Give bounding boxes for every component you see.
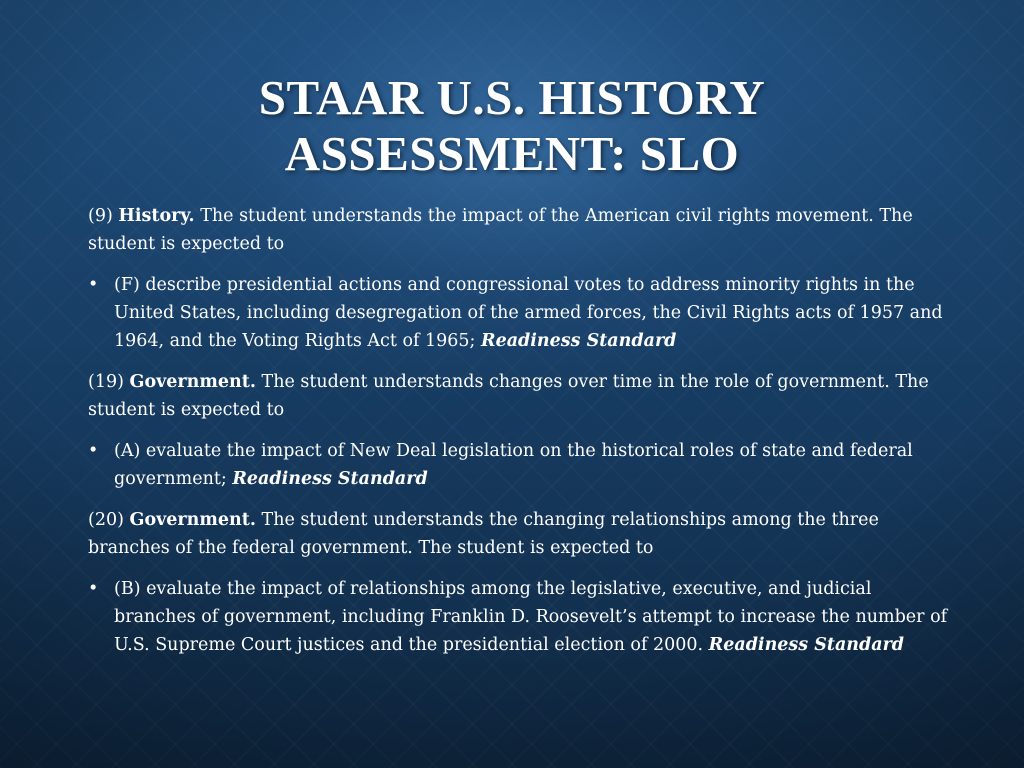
section-19-number: (19) bbox=[88, 372, 124, 392]
section-9-bullet bbox=[88, 271, 948, 355]
section-19-intro bbox=[88, 368, 948, 424]
bullet-marker: • bbox=[88, 441, 99, 461]
section-19-bullet-text: (A) evaluate the impact of New Deal legislation on the historical roles of state and federal government; bbox=[114, 441, 913, 489]
section-9-intro bbox=[88, 202, 948, 258]
section-9-bullet-text: (F) describe presidential actions and congressional votes to address minority rights in the United States, including desegregation of the armed forces, the Civil Rights acts of 1957 and 1964, and the Voting Rights Act of 1965; bbox=[114, 275, 943, 351]
section-9-text: The student understands the impact of the American civil rights movement. The student is expected to bbox=[88, 206, 913, 254]
section-19-heading: Government. bbox=[129, 372, 256, 392]
section-9-number: (9) bbox=[88, 206, 113, 226]
section-19-text: The student understands changes over time in the role of government. The student is expected to bbox=[88, 372, 929, 420]
bullet-marker: • bbox=[88, 579, 99, 599]
section-19-bullet bbox=[88, 437, 948, 493]
section-20-bullet bbox=[88, 575, 948, 659]
section-20-intro bbox=[88, 506, 948, 562]
section-20-text: The student understands the changing relationships among the three branches of the federal government. The student is expected to bbox=[88, 510, 879, 558]
section-9-heading: History. bbox=[118, 206, 195, 226]
slide-title-line-2: ASSESSMENT: SLO bbox=[284, 126, 740, 181]
slide-title bbox=[0, 70, 1024, 182]
slide-title-line-1: STAAR U.S. HISTORY bbox=[258, 70, 766, 125]
section-20-bullet-text: (B) evaluate the impact of relationships among the legislative, executive, and judicial branches of government, including Franklin D. Roosevelt’s attempt to increase the number of U.S. Supreme Court justices and the presidential election of 2000. bbox=[114, 579, 948, 655]
section-20-heading: Government. bbox=[129, 510, 256, 530]
section-20-standard: Readiness Standard bbox=[708, 635, 905, 655]
slide-content bbox=[88, 202, 948, 672]
section-19-standard: Readiness Standard bbox=[232, 469, 428, 489]
bullet-marker: • bbox=[88, 275, 99, 295]
section-9-standard: Readiness Standard bbox=[481, 331, 677, 351]
section-20-number: (20) bbox=[88, 510, 124, 530]
